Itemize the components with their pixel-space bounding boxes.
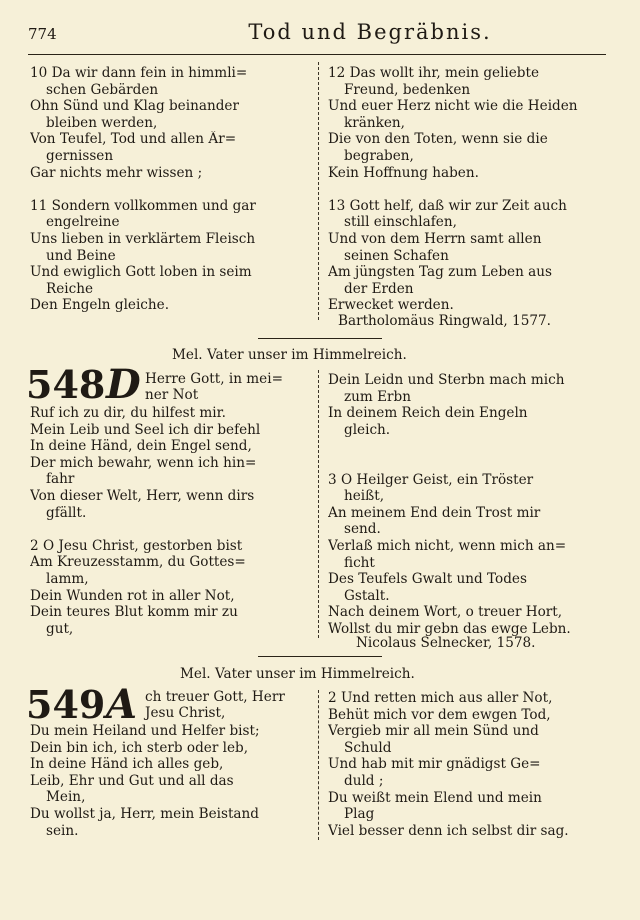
verse-line: Du weißt mein Elend und mein (328, 789, 542, 806)
verse-line: der Erden (344, 280, 414, 297)
hymn-548-first-line-2: ner Not (145, 387, 199, 403)
verse-line: und Beine (46, 247, 116, 264)
verse-line: In deine Händ, dein Engel send, (30, 438, 252, 455)
column-divider (318, 690, 319, 840)
verse-line: Dein teures Blut komm mir zu (30, 604, 238, 621)
verse-line: lamm, (46, 570, 89, 587)
verse-line: Den Engeln gleiche. (30, 297, 170, 314)
hymn-548-first-line-1: Herre Gott, in mei= (145, 371, 283, 387)
verse-line: Verlaß mich nicht, wenn mich an= (328, 537, 567, 554)
hymn-548-left-column (30, 405, 312, 637)
hymn-549-number: 549 (26, 682, 106, 727)
page-title: Tod und Begräbnis. (248, 20, 492, 44)
verse-line: Des Teufels Gwalt und Todes (328, 571, 527, 588)
hymn-549-initial: A (106, 681, 138, 728)
verse-line: Kein Hoffnung haben. (328, 164, 479, 181)
stanza-gap (30, 521, 312, 538)
verse-line: gleich. (344, 421, 391, 438)
verse-line: Du wollst ja, Herr, mein Beistand (30, 805, 259, 822)
hymn-549-right-column (328, 690, 610, 839)
verse-line: gfällt. (46, 504, 87, 521)
verse-line: Vergieb mir all mein Sünd und (328, 723, 539, 740)
verse-line: Wollst du mir gebn das ewge Lebn. (328, 620, 571, 637)
verse-line: Schuld (344, 739, 392, 756)
prev-hymn-right-column (328, 65, 610, 314)
verse-line: heißt, (344, 488, 385, 505)
section-divider (258, 656, 382, 657)
verse-line: Von dieser Welt, Herr, wenn dirs (30, 487, 255, 504)
verse-line: Gar nichts mehr wissen ; (30, 164, 203, 181)
hymn-548-initial: D (106, 361, 141, 408)
hymn-548-right-column (328, 372, 610, 638)
prev-hymn-left-column (30, 65, 312, 314)
verse-line: In deine Händ ich alles geb, (30, 756, 224, 773)
verse-line: zum Erbn (344, 388, 412, 405)
verse-line: Und hab mit mir gnädigst Ge= (328, 756, 541, 773)
stanza-gap (328, 438, 610, 455)
verse-line: duld ; (344, 772, 384, 789)
verse-line: Behüt mich vor dem ewgen Tod, (328, 706, 551, 723)
verse-line: Am jüngsten Tag zum Leben aus (328, 264, 553, 281)
verse-line: Dein Leidn und Sterbn mach mich (328, 372, 565, 388)
verse-line: seinen Schafen (344, 247, 449, 264)
verse-line: engelreine (46, 214, 120, 231)
hymn-549-first-line-2: Jesu Christ, (145, 705, 226, 721)
verse-line: 2 O Jesu Christ, gestorben bist (30, 537, 243, 554)
verse-line: gut, (46, 620, 74, 637)
verse-line: Erwecket werden. (328, 297, 454, 314)
hymn-549-left-column (30, 723, 312, 839)
page-number: 774 (28, 25, 57, 43)
verse-line: Von Teufel, Tod und allen Är= (30, 131, 237, 148)
verse-line: Die von den Toten, wenn sie die (328, 131, 548, 148)
hymn-549-first-line-1: ch treuer Gott, Herr (145, 689, 285, 705)
verse-line: send. (344, 521, 381, 538)
header-rule (28, 54, 606, 55)
column-divider (318, 62, 319, 320)
verse-line: Leib, Ehr und Gut und all das (30, 772, 234, 789)
verse-line: sein. (46, 822, 79, 839)
verse-line: 2 Und retten mich aus aller Not, (328, 690, 553, 706)
verse-line: Dein Wunden rot in aller Not, (30, 587, 235, 604)
verse-line: ficht (344, 554, 375, 571)
verse-line: Mein, (46, 789, 86, 806)
verse-line: still einschlafen, (344, 214, 457, 231)
stanza-gap (30, 181, 312, 198)
verse-line: kränken, (344, 114, 405, 131)
verse-line: 3 O Heilger Geist, ein Tröster (328, 471, 534, 488)
section-divider (258, 338, 382, 339)
verse-line: Der mich bewahr, wenn ich hin= (30, 454, 257, 471)
verse-line: Und von dem Herrn samt allen (328, 230, 542, 247)
verse-line: Am Kreuzesstamm, du Gottes= (30, 554, 246, 571)
verse-line: begraben, (344, 147, 414, 164)
verse-line: Und euer Herz nicht wie die Heiden (328, 98, 578, 115)
verse-line: schen Gebärden (46, 81, 159, 98)
verse-line: Du mein Heiland und Helfer bist; (30, 723, 260, 739)
verse-line: Viel besser denn ich selbst dir sag. (328, 822, 569, 839)
verse-line: 12 Das wollt ihr, mein geliebte (328, 65, 540, 81)
verse-line: Plag (344, 806, 375, 823)
verse-line: Mein Leib und Seel ich dir befehl (30, 421, 261, 438)
verse-line: In deinem Reich dein Engeln (328, 405, 528, 422)
verse-line: 11 Sondern vollkommen und gar (30, 197, 256, 214)
prev-hymn-author: Bartholomäus Ringwald, 1577. (338, 313, 551, 329)
verse-line: 13 Gott helf, daß wir zur Zeit auch (328, 197, 567, 214)
verse-line: Reiche (46, 280, 94, 297)
verse-line: 10 Da wir dann fein in himmli= (30, 65, 248, 81)
verse-line: gernissen (46, 147, 114, 164)
stanza-gap (328, 455, 610, 472)
hymn-548-number: 548 (26, 362, 106, 407)
verse-line: Ohn Sünd und Klag beinander (30, 98, 239, 115)
hymn-549-melody: Mel. Vater unser im Himmelreich. (180, 666, 415, 682)
verse-line: Ruf ich zu dir, du hilfest mir. (30, 405, 226, 421)
column-divider (318, 370, 319, 638)
verse-line: Und ewiglich Gott loben in seim (30, 264, 252, 281)
verse-line: An meinem End dein Trost mir (328, 504, 541, 521)
hymn-548-melody: Mel. Vater unser im Himmelreich. (172, 347, 407, 363)
stanza-gap (328, 181, 610, 198)
verse-line: Gstalt. (344, 587, 390, 604)
verse-line: Dein bin ich, ich sterb oder leb, (30, 739, 249, 756)
hymn-548-author: Nicolaus Selnecker, 1578. (356, 635, 536, 651)
verse-line: Nach deinem Wort, o treuer Hort, (328, 604, 563, 621)
verse-line: Freund, bedenken (344, 81, 471, 98)
verse-line: Uns lieben in verklärtem Fleisch (30, 230, 256, 247)
verse-line: fahr (46, 471, 75, 488)
verse-line: bleiben werden, (46, 114, 158, 131)
